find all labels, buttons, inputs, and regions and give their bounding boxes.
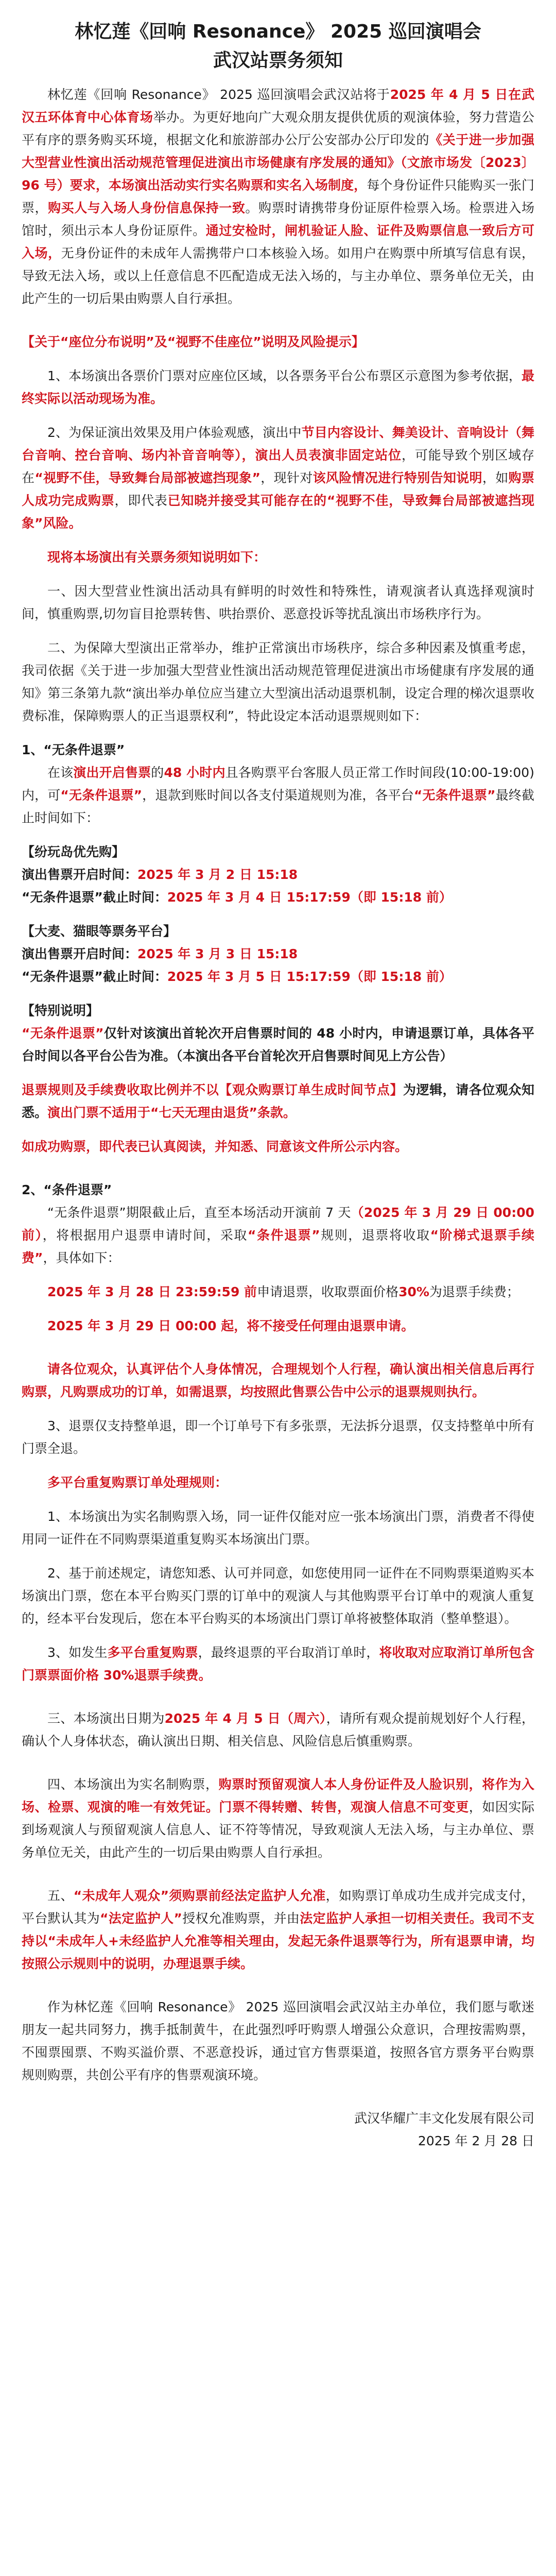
conditional-refund-title: 2、“条件退票”	[22, 1182, 112, 1197]
special-note-paragraph-1: “无条件退票”仅针对该演出首轮次开启售票时间的 48 小时内，申请退票订单，具体各平台时间以各平台公告为准。（本演出各平台首轮次开启售票时间见上方公告）	[22, 1026, 534, 1063]
platform-2-block	[22, 920, 534, 988]
special-note-paragraph-2: 退票规则及手续费收取比例并不以【观众购票订单生成时间节点】为逻辑，请各位观众知悉。演出门票不适用于“七天无理由退货”条款。	[22, 1082, 534, 1120]
whole-order-refund-paragraph: 3、退票仅支持整单退，即一个订单号下有多张票，无法拆分退票，仅支持整单中所有门票全退。	[22, 1418, 534, 1456]
document-title: 林忆莲《回响 Resonance》 2025 巡回演唱会	[75, 21, 481, 42]
refund-paragraph-1: 一、因大型营业性演出活动具有鲜明的时效性和特殊性，请观演者认真选择观演时间，慎重购票,切勿盲目抢票转售、哄抬票价、恶意投诉等扰乱演出市场秩序行为。	[22, 584, 534, 621]
platform-1-name: 【纷玩岛优先购】	[22, 844, 125, 859]
platform-2-name: 【大麦、猫眼等票务平台】	[22, 924, 177, 939]
platform-1-start: 演出售票开启时间：2025 年 3 月 2 日 15:18	[22, 867, 298, 882]
multi-platform-rule-1: 1、本场演出为实名制购票入场，同一证件仅能对应一张本场演出门票，消费者不得使用同一证件在不同购票渠道重复购买本场演出门票。	[22, 1509, 534, 1547]
unconditional-refund-paragraph: 在该演出开启售票的48 小时内且各购票平台客服人员正常工作时间段(10:00-19:00)内，可“无条件退票”，退款到账时间以各支付渠道规则为准，各平台“无条件退票”最终截止时间如下：	[22, 765, 534, 825]
section-5-paragraph: 五、“未成年人观众”须购票前经法定监护人允准，如购票订单成功生成并完成支付，平台默认其为“法定监护人”授权允准购票，并由法定监护人承担一切相关责任。我司不支持以“未成年人+未经监护人允准等相关理由，发起无条件退票等行为，所有退票申请，均按照公示规则中的说明，办理退票手续。	[22, 1888, 534, 1971]
special-note-paragraph-3: 如成功购票，即代表已认真阅读，并知悉、同意该文件所公示内容。	[22, 1139, 408, 1154]
event-date-venue: 2025 年 4 月 5 日在武汉五环体育中心体育场	[22, 87, 534, 125]
multi-platform-rule-3: 3、如发生多平台重复购票，最终退票的平台取消订单时，将收取对应取消订单所包含门票票面价格 30%退票手续费。	[22, 1645, 534, 1683]
signature-date: 2025 年 2 月 28 日	[418, 2133, 534, 2148]
platform-2-end: “无条件退票”截止时间：2025 年 3 月 5 日 15:17:59（即 15:18 前）	[22, 969, 452, 984]
seat-section-heading: 【关于“座位分布说明”及“视野不佳座位”说明及风险提示】	[22, 334, 364, 349]
closing-paragraph: 作为林忆莲《回响 Resonance》 2025 巡回演唱会武汉站主办单位，我们愿与歌迷朋友一起共同努力，携手抵制黄牛，在此强烈呼吁购票人增强公众意识，合理按需购票，不囤票囤票、不购买溢价票、不恶意投诉，通过官方售票渠道，按照各官方票务平台购票规则购票，共创公平有序的售票观演环境。	[22, 1999, 534, 2082]
section-3-paragraph: 三、本场演出日期为2025 年 4 月 5 日（周六），请所有观众提前规划好个人行程，确认个人身体状态，确认演出日期、相关信息、风险信息后慎重购票。	[22, 1711, 534, 1749]
multi-platform-heading: 多平台重复购票订单处理规则：	[47, 1475, 228, 1490]
platform-2-start: 演出售票开启时间：2025 年 3 月 3 日 15:18	[22, 946, 298, 961]
platform-1-block	[22, 841, 534, 909]
regulation-reference: 《关于进一步加强大型营业性演出活动规范管理促进演出市场健康有序发展的通知》（文旅市场发〔2023〕96 号）要求，	[22, 132, 534, 193]
seat-paragraph-1: 1、本场演出各票价门票对应座位区域，以各票务平台公布票区示意图为参考依据，最终实际以活动现场为准。	[22, 368, 534, 406]
multi-platform-rule-2: 2、基于前述规定，请您知悉、认可并同意，如您使用同一证件在不同购票渠道购买本场演出门票，您在本平台购买门票的订单中的观演人与其他购票平台订单中的观演人重复的，经本平台发现后，您在本平台购买的本场演出门票订单将被整体取消（整单整退）。	[22, 1566, 534, 1626]
unconditional-refund-title: 1、“无条件退票”	[22, 742, 125, 757]
intro-paragraph: 林忆莲《回响 Resonance》 2025 巡回演唱会武汉站将于2025 年 4 月 5 日在武汉五环体育中心体育场举办。为更好地向广大观众朋友提供优质的观演体验，努力营造公平有序的票务购买环境，根据文化和旅游部办公厅公安部办公厅印发的《关于进一步加强大型营业性演出活动规范管理促进演出市场健康有序发展的通知》（文旅市场发〔2023〕96 号）要求，本场演出活动实行实名购票和实名入场制度，每个身份证件只能购买一张门票，购买人与入场人身份信息保持一致。购票时请携带身份证原件检票入场。检票进入场馆时，须出示本人身份证原件。通过安检时，闸机验证人脸、证件及购票信息一致后方可入场，无身份证件的未成年人需携带户口本核验入场。如用户在购票中所填写信息有误，导致无法入场，或以上任意信息不匹配造成无法入场的，与主办单位、票务单位无关，由此产生的一切后果由购票人自行承担。	[22, 87, 534, 306]
audience-reminder: 请各位观众，认真评估个人身体情况，合理规划个人行程，确认演出相关信息后再行购票，凡购票成功的订单，如需退票，均按照此售票公告中公示的退票规则执行。	[22, 1362, 534, 1399]
document-subtitle: 武汉站票务须知	[213, 50, 343, 71]
signature-company: 武汉华耀广丰文化发展有限公司	[354, 2111, 534, 2126]
conditional-refund-paragraph: “无条件退票”期限截止后，直至本场活动开演前 7 天（2025 年 3 月 29 日 00:00 前），将根据用户退票申请时间，采取“条件退票”规则，退票将收取“阶梯式退票手续费”，具体如下：	[22, 1205, 534, 1265]
refund-paragraph-2: 二、为保障大型演出正常举办，维护正常演出市场秩序，综合多种因素及慎重考虑，我司依据《关于进一步加强大型营业性演出活动规范管理促进演出市场健康有序发展的通知》第三条第九款“演出举办单位应当建立大型演出活动退票机制，设定合理的梯次退票收费标准，保障购票人的正当退票权利”，特此设定本活动退票规则如下：	[22, 640, 534, 723]
seat-paragraph-2: 2、为保证演出效果及用户体验观感，演出中节目内容设计、舞美设计、音响设计（舞台音响、控台音响、场内补音音响等），演出人员表演非固定站位，可能导致个别区域存在“视野不佳，导致舞台局部被遮挡现象”，现针对该风险情况进行特别告知说明，如购票人成功完成购票，即代表已知晓并接受其可能存在的“视野不佳，导致舞台局部被遮挡现象”风险。	[22, 425, 534, 531]
conditional-rule-2: 2025 年 3 月 29 日 00:00 起，将不接受任何理由退票申请。	[47, 1318, 414, 1333]
refund-section-heading: 现将本场演出有关票务须知说明如下：	[47, 550, 267, 565]
platform-1-end: “无条件退票”截止时间：2025 年 3 月 4 日 15:17:59（即 15:18 前）	[22, 890, 452, 905]
section-4-paragraph: 四、本场演出为实名制购票，购票时预留观演人本人身份证件及人脸识别，将作为入场、检票、观演的唯一有效凭证。门票不得转赠、转售，观演人信息不可变更，如因实际到场观演人与预留观演人信息人、证不符等情况，导致观演人无法入场，与主办单位、票务单位无关，由此产生的一切后果由购票人自行承担。	[22, 1777, 534, 1860]
special-note-heading: 【特别说明】	[22, 1003, 99, 1018]
conditional-rule-1: 2025 年 3 月 28 日 23:59:59 前申请退票，收取票面价格30%为退票手续费；	[47, 1284, 519, 1299]
